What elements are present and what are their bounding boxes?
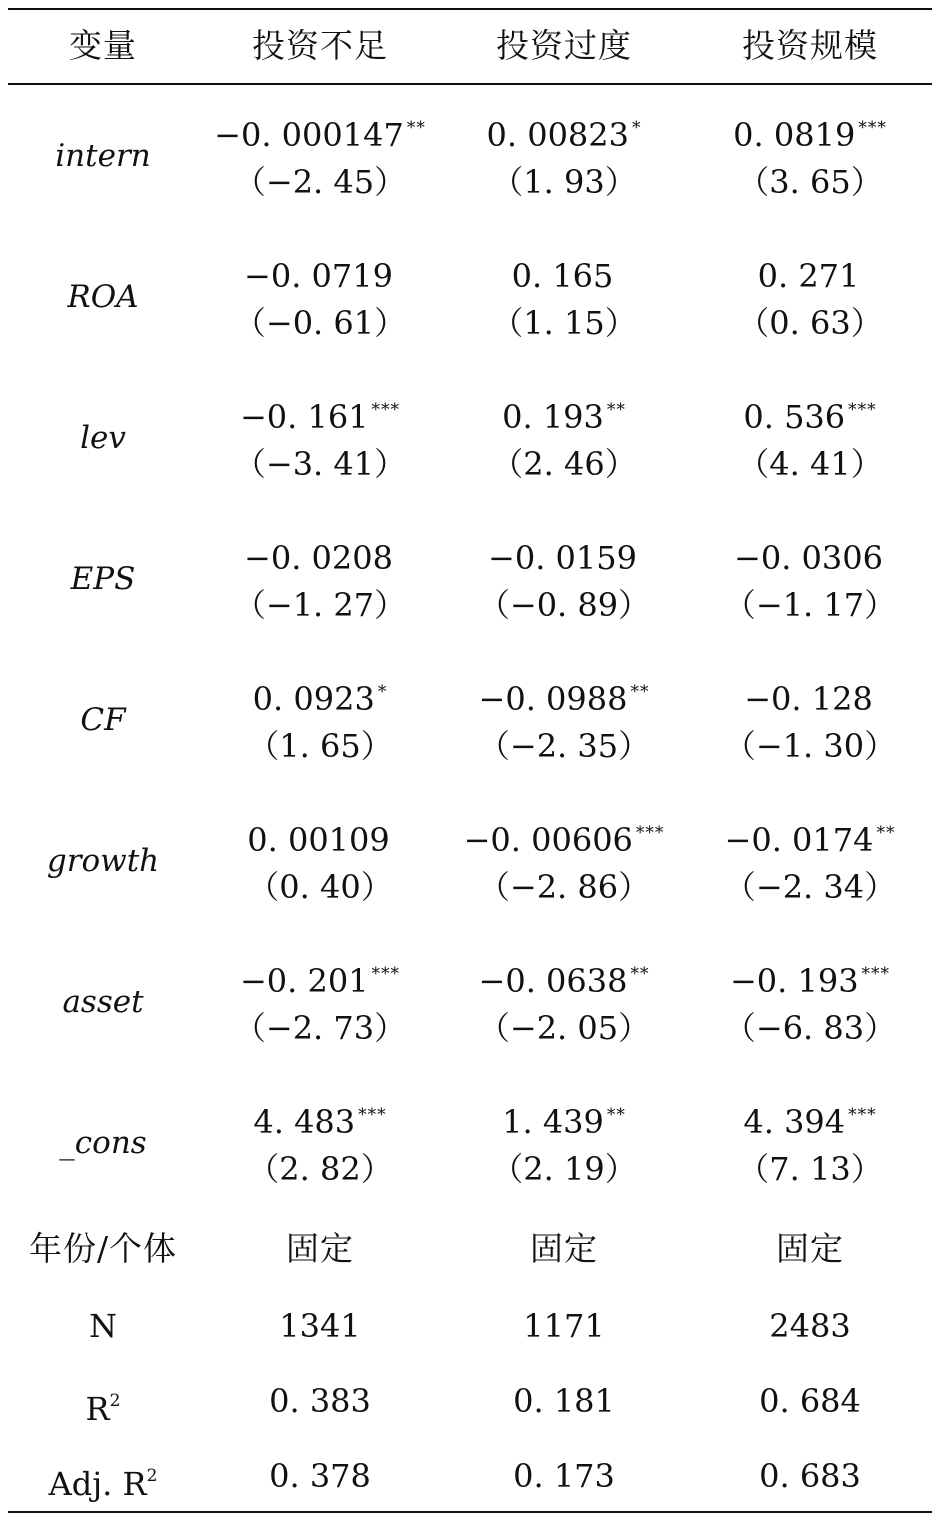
coef-value: 0. 00109 bbox=[247, 821, 390, 859]
fixed-effects-value: 固定 bbox=[286, 1229, 354, 1268]
significance-stars: ** bbox=[630, 964, 650, 984]
coef-value: 0. 0923 bbox=[252, 680, 375, 718]
table-cell bbox=[694, 524, 926, 632]
row-label: intern bbox=[55, 138, 151, 174]
t-stat: （−1. 27） bbox=[233, 586, 407, 624]
r2-superscript: 2 bbox=[109, 1391, 121, 1411]
table-cell bbox=[206, 101, 434, 209]
coef-value: 0. 193 bbox=[502, 398, 604, 436]
table-cell bbox=[434, 806, 694, 914]
significance-stars: ** bbox=[876, 823, 896, 843]
coef-value: 4. 483 bbox=[253, 1103, 356, 1141]
table-cell bbox=[434, 947, 694, 1055]
coef-value: −0. 0208 bbox=[244, 539, 393, 577]
coef-value: −0. 201 bbox=[239, 962, 369, 1000]
coef-value: −0. 193 bbox=[729, 962, 859, 1000]
t-stat: （4. 41） bbox=[737, 445, 883, 483]
t-stat: （−2. 35） bbox=[477, 727, 651, 765]
adj-r2-label-text: Adj. R bbox=[48, 1465, 147, 1503]
table-cell bbox=[434, 524, 694, 632]
t-stat: （7. 13） bbox=[737, 1150, 883, 1188]
fixed-effects-label: 年份/个体 bbox=[28, 1229, 178, 1268]
table-cell bbox=[206, 947, 434, 1055]
significance-stars: *** bbox=[858, 118, 887, 138]
significance-stars: ** bbox=[630, 682, 650, 702]
t-stat: （−1. 17） bbox=[723, 586, 897, 624]
adj-r2-superscript: 2 bbox=[146, 1466, 158, 1486]
row-label: ROA bbox=[67, 279, 139, 315]
table-cell bbox=[434, 242, 694, 350]
bottom-rule bbox=[8, 1511, 932, 1513]
row-label: lev bbox=[80, 420, 126, 456]
t-stat: （3. 65） bbox=[737, 163, 883, 201]
coef-value: −0. 0638 bbox=[478, 962, 628, 1000]
coef-value: −0. 0174 bbox=[724, 821, 874, 859]
n-value: 1171 bbox=[523, 1307, 605, 1345]
t-stat: （−2. 34） bbox=[723, 868, 897, 906]
row-label: growth bbox=[46, 843, 160, 879]
significance-stars: ** bbox=[606, 1105, 626, 1125]
t-stat: （0. 40） bbox=[247, 868, 393, 906]
r2-value: 0. 684 bbox=[759, 1382, 861, 1420]
table-cell bbox=[434, 383, 694, 491]
significance-stars: *** bbox=[371, 400, 401, 420]
row-label: asset bbox=[62, 984, 144, 1020]
header-overinvestment: 投资过度 bbox=[496, 26, 632, 65]
table-cell bbox=[206, 665, 434, 773]
t-stat: （2. 82） bbox=[247, 1150, 393, 1188]
t-stat: （−0. 61） bbox=[233, 304, 407, 342]
r2-value: 0. 181 bbox=[513, 1382, 615, 1420]
significance-stars: *** bbox=[861, 964, 891, 984]
significance-stars: *** bbox=[371, 964, 401, 984]
coef-value: 1. 439 bbox=[502, 1103, 604, 1141]
table-cell bbox=[694, 1088, 926, 1196]
coef-value: −0. 0988 bbox=[478, 680, 628, 718]
t-stat: （−3. 41） bbox=[233, 445, 407, 483]
t-stat: （−2. 73） bbox=[233, 1009, 407, 1047]
t-stat: （−2. 86） bbox=[477, 868, 651, 906]
row-label: CF bbox=[80, 702, 126, 738]
table-cell bbox=[206, 1088, 434, 1196]
table-cell bbox=[206, 383, 434, 491]
row-label: EPS bbox=[70, 561, 136, 597]
coef-value: 0. 271 bbox=[757, 257, 860, 295]
coef-value: −0. 128 bbox=[744, 680, 873, 718]
header-investment-scale: 投资规模 bbox=[742, 26, 878, 65]
coef-value: 0. 0819 bbox=[733, 116, 856, 154]
t-stat: （1. 93） bbox=[491, 163, 637, 201]
table-cell bbox=[694, 947, 926, 1055]
table-cell bbox=[694, 242, 926, 350]
t-stat: （2. 46） bbox=[491, 445, 637, 483]
table-cell bbox=[694, 101, 926, 209]
table-cell bbox=[206, 524, 434, 632]
significance-stars: * bbox=[377, 682, 388, 702]
n-value: 1341 bbox=[279, 1307, 361, 1345]
top-rule bbox=[8, 8, 932, 10]
header-underinvestment: 投资不足 bbox=[252, 26, 388, 65]
table-cell bbox=[434, 665, 694, 773]
adj-r2-label bbox=[0, 1458, 206, 1502]
significance-stars: *** bbox=[358, 1105, 387, 1125]
r2-value: 0. 383 bbox=[269, 1382, 371, 1420]
header-variable: 变量 bbox=[69, 26, 137, 65]
coef-value: −0. 0159 bbox=[488, 539, 637, 577]
table-cell bbox=[694, 665, 926, 773]
r2-label-text: R bbox=[85, 1390, 110, 1428]
t-stat: （2. 19） bbox=[491, 1150, 637, 1188]
table-cell bbox=[434, 101, 694, 209]
coef-value: −0. 0306 bbox=[734, 539, 883, 577]
coef-value: 0. 536 bbox=[743, 398, 846, 436]
significance-stars: *** bbox=[635, 823, 665, 843]
significance-stars: *** bbox=[848, 400, 877, 420]
n-value: 2483 bbox=[769, 1307, 851, 1345]
significance-stars: ** bbox=[606, 400, 626, 420]
coef-value: −0. 00606 bbox=[463, 821, 633, 859]
r2-label bbox=[0, 1383, 206, 1427]
fixed-effects-value: 固定 bbox=[776, 1229, 844, 1268]
adj-r2-value: 0. 683 bbox=[759, 1457, 861, 1495]
adj-r2-value: 0. 173 bbox=[513, 1457, 615, 1495]
t-stat: （−1. 30） bbox=[723, 727, 897, 765]
table-cell bbox=[434, 1088, 694, 1196]
coef-value: 0. 00823 bbox=[486, 116, 629, 154]
coef-value: −0. 000147 bbox=[214, 116, 404, 154]
t-stat: （−0. 89） bbox=[477, 586, 651, 624]
significance-stars: ** bbox=[406, 118, 426, 138]
t-stat: （−2. 45） bbox=[233, 163, 407, 201]
coef-value: −0. 0719 bbox=[244, 257, 393, 295]
t-stat: （1. 15） bbox=[491, 304, 637, 342]
row-label: _cons bbox=[59, 1125, 147, 1161]
coef-value: 4. 394 bbox=[743, 1103, 846, 1141]
t-stat: （−2. 05） bbox=[477, 1009, 651, 1047]
coef-value: −0. 161 bbox=[239, 398, 369, 436]
significance-stars: *** bbox=[848, 1105, 877, 1125]
table-cell bbox=[206, 806, 434, 914]
header-rule bbox=[8, 83, 932, 85]
table-cell bbox=[206, 242, 434, 350]
fixed-effects-value: 固定 bbox=[530, 1229, 598, 1268]
significance-stars: * bbox=[632, 118, 642, 138]
table-cell bbox=[694, 383, 926, 491]
t-stat: （1. 65） bbox=[247, 727, 393, 765]
t-stat: （0. 63） bbox=[737, 304, 883, 342]
n-label: N bbox=[89, 1307, 117, 1345]
coef-value: 0. 165 bbox=[511, 257, 614, 295]
table-cell bbox=[694, 806, 926, 914]
adj-r2-value: 0. 378 bbox=[269, 1457, 371, 1495]
t-stat: （−6. 83） bbox=[723, 1009, 897, 1047]
